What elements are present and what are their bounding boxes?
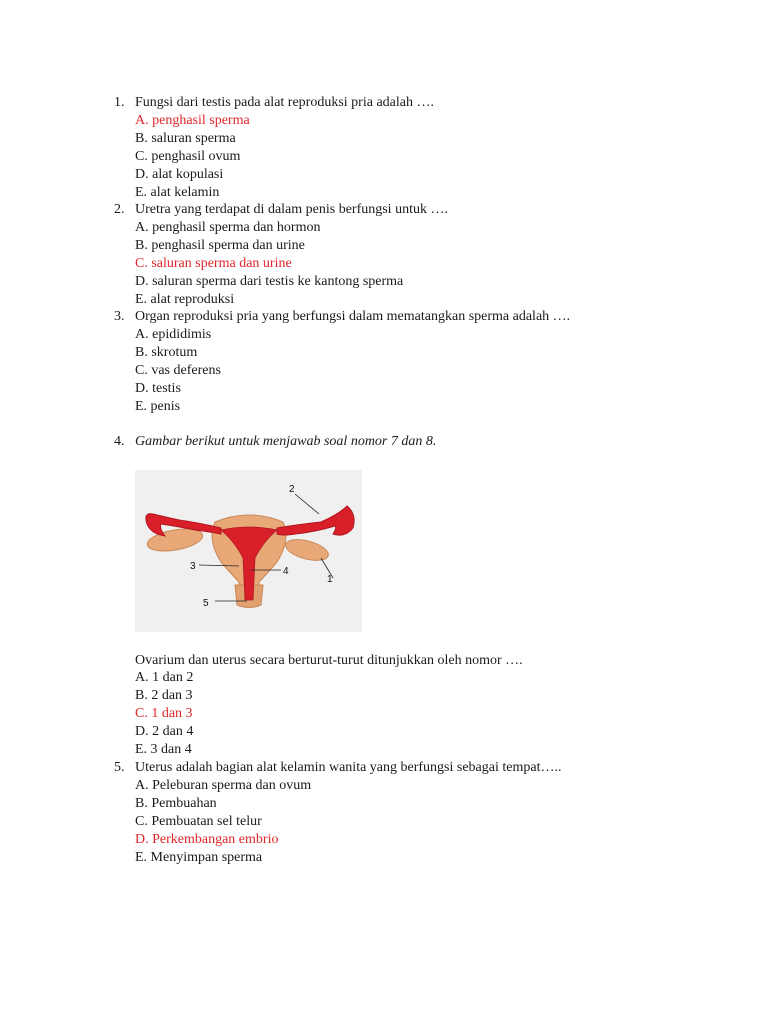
question-5-line	[114, 759, 734, 777]
question-2	[114, 201, 734, 309]
question-3	[114, 308, 734, 416]
option-e: E. 3 dan 4	[135, 742, 192, 757]
question-2-line	[114, 201, 734, 219]
option-a: A. penghasil sperma	[135, 113, 250, 128]
question-text: Fungsi dari testis pada alat reproduksi pria adalah ….	[135, 95, 434, 110]
option-c: C. vas deferens	[135, 363, 221, 378]
option-b: B. Pembuahan	[135, 796, 217, 811]
question-number: 1.	[114, 95, 125, 110]
option-a: A. Peleburan sperma dan ovum	[135, 778, 312, 793]
option-b: B. saluran sperma	[135, 131, 236, 146]
question-number: 5.	[114, 760, 125, 775]
figure-label-2: 2	[289, 484, 295, 495]
question-5	[114, 759, 734, 867]
uterus-diagram-svg	[135, 470, 362, 632]
right-fallopian-tube	[277, 506, 354, 535]
option-d: D. 2 dan 4	[135, 724, 194, 739]
option-c: C. saluran sperma dan urine	[135, 256, 292, 271]
question-text: Gambar berikut untuk menjawab soal nomor 7 dan 8.	[135, 434, 437, 449]
option-e: E. alat kelamin	[135, 185, 220, 200]
figure-label-1: 1	[327, 574, 333, 585]
question-number: 4.	[114, 434, 125, 449]
question-number: 2.	[114, 202, 125, 217]
uterus-diagram	[135, 470, 362, 632]
option-a: A. 1 dan 2	[135, 670, 194, 685]
question-text: Uterus adalah bagian alat kelamin wanita yang berfungsi sebagai tempat…..	[135, 760, 562, 775]
option-a: A. penghasil sperma dan hormon	[135, 220, 321, 235]
option-e: E. penis	[135, 399, 181, 414]
question-number: 3.	[114, 309, 125, 324]
question-4-stem: Ovarium dan uterus secara berturut-turut ditunjukkan oleh nomor ….	[135, 653, 523, 668]
question-1	[114, 94, 734, 202]
option-c: C. penghasil ovum	[135, 149, 241, 164]
option-b: B. penghasil sperma dan urine	[135, 238, 305, 253]
figure-label-4: 4	[283, 566, 289, 577]
question-3-line	[114, 308, 734, 326]
question-4	[114, 433, 734, 451]
option-a: A. epididimis	[135, 327, 212, 342]
figure-label-3: 3	[190, 561, 196, 572]
right-ovary	[283, 536, 330, 565]
option-c: C. Pembuatan sel telur	[135, 814, 262, 829]
question-4-line	[114, 433, 734, 451]
option-e: E. alat reproduksi	[135, 292, 235, 307]
figure-label-5: 5	[203, 598, 209, 609]
question-1-line	[114, 94, 734, 112]
option-b: B. 2 dan 3	[135, 688, 193, 703]
option-c: C. 1 dan 3	[135, 706, 193, 721]
option-b: B. skrotum	[135, 345, 198, 360]
option-d: D. saluran sperma dari testis ke kantong sperma	[135, 274, 404, 289]
question-4-options	[114, 669, 193, 759]
option-e: E. Menyimpan sperma	[135, 850, 263, 865]
question-text: Organ reproduksi pria yang berfungsi dalam mematangkan sperma adalah ….	[135, 309, 571, 324]
question-text: Uretra yang terdapat di dalam penis berfungsi untuk ….	[135, 202, 448, 217]
option-d: D. Perkembangan embrio	[135, 832, 279, 847]
option-d: D. alat kopulasi	[135, 167, 224, 182]
option-d: D. testis	[135, 381, 181, 396]
leader-line-2	[295, 494, 319, 514]
